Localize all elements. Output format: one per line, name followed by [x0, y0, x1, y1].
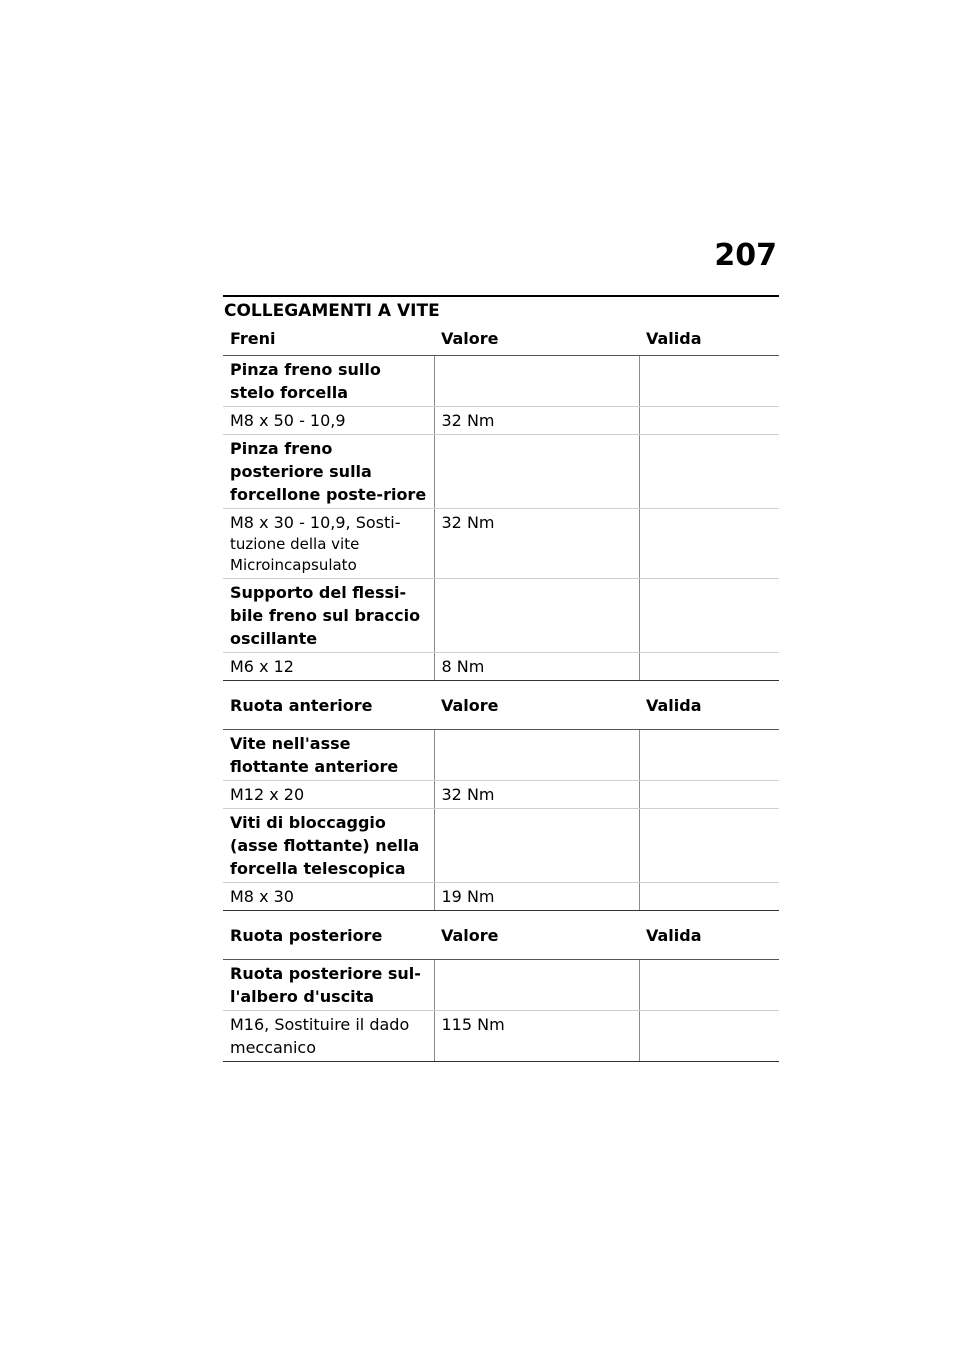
item-label: Vite nell'asse flottante anteriore [223, 730, 434, 781]
table-row [223, 1011, 779, 1062]
item-valid [639, 809, 779, 883]
column-header: Valida [639, 911, 779, 960]
spec-label: M6 x 12 [223, 653, 434, 681]
table-row [223, 781, 779, 809]
item-value [434, 730, 639, 781]
spec-label: M8 x 30 [223, 883, 434, 911]
torque-value: 32 Nm [434, 509, 639, 579]
column-header: Freni [223, 322, 434, 356]
item-value [434, 579, 639, 653]
table-row [223, 883, 779, 911]
table-row [223, 960, 779, 1011]
table-row [223, 730, 779, 781]
item-label: Pinza freno sullo stelo forcella [223, 356, 434, 407]
item-label: Pinza freno posteriore sulla forcellone poste-riore [223, 435, 434, 509]
table-row [223, 809, 779, 883]
spec-label: M12 x 20 [223, 781, 434, 809]
table-row [223, 356, 779, 407]
item-valid [639, 435, 779, 509]
item-valid [639, 579, 779, 653]
column-header: Valore [434, 911, 639, 960]
table-row [223, 509, 779, 579]
brakes-table [223, 322, 779, 681]
table-header-row [223, 322, 779, 356]
page-number: 207 [714, 238, 777, 273]
item-valid [639, 407, 779, 435]
spec-label: M16, Sostituire il dado meccanico [223, 1011, 434, 1062]
item-value [434, 356, 639, 407]
spec-label: M8 x 50 - 10,9 [223, 407, 434, 435]
table-row [223, 579, 779, 653]
section-title: COLLEGAMENTI A VITE [224, 301, 440, 321]
column-header: Valore [434, 322, 639, 356]
spec-label-note: tuzione della vite Microincapsulato [230, 535, 360, 574]
column-header: Valida [639, 322, 779, 356]
table-row [223, 435, 779, 509]
item-value [434, 809, 639, 883]
item-valid [639, 730, 779, 781]
torque-value: 32 Nm [434, 781, 639, 809]
torque-value: 19 Nm [434, 883, 639, 911]
item-value [434, 960, 639, 1011]
item-label: Ruota posteriore sul-l'albero d'uscita [223, 960, 434, 1011]
front-wheel-table [223, 681, 779, 911]
item-valid [639, 1011, 779, 1062]
item-valid [639, 883, 779, 911]
spec-label-cell [223, 509, 434, 579]
table-row [223, 653, 779, 681]
item-valid [639, 653, 779, 681]
screw-connections-section [223, 295, 779, 1062]
column-header: Valore [434, 681, 639, 730]
column-header: Ruota anteriore [223, 681, 434, 730]
item-label: Supporto del flessi-bile freno sul braccio oscillante [223, 579, 434, 653]
torque-value: 115 Nm [434, 1011, 639, 1062]
column-header: Ruota posteriore [223, 911, 434, 960]
table-header-row [223, 911, 779, 960]
column-header: Valida [639, 681, 779, 730]
table-header-row [223, 681, 779, 730]
item-valid [639, 960, 779, 1011]
torque-value: 32 Nm [434, 407, 639, 435]
item-value [434, 435, 639, 509]
rear-wheel-table [223, 911, 779, 1062]
item-label: Viti di bloccaggio (asse flottante) nella forcella telescopica [223, 809, 434, 883]
torque-value: 8 Nm [434, 653, 639, 681]
spec-label: M8 x 30 - 10,9, Sosti- [230, 513, 401, 532]
item-valid [639, 509, 779, 579]
item-valid [639, 781, 779, 809]
item-valid [639, 356, 779, 407]
table-row [223, 407, 779, 435]
